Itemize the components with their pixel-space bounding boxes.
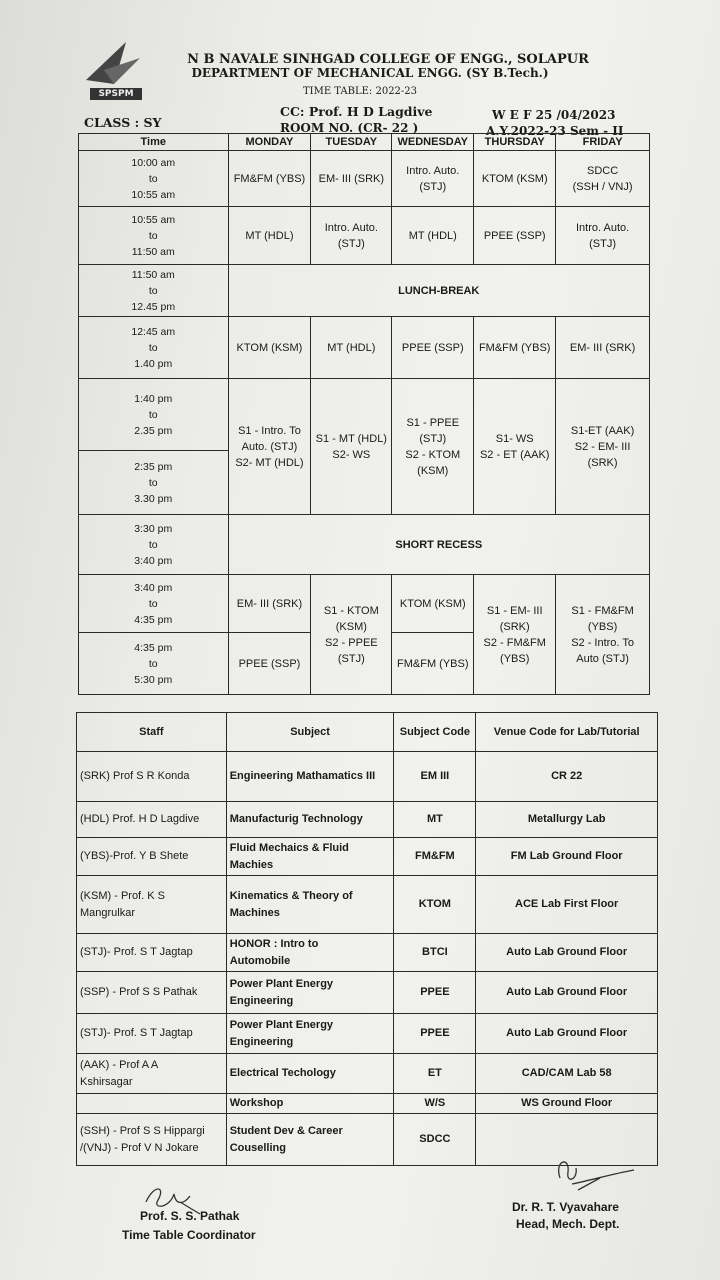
staff-row	[77, 876, 658, 934]
time-cell: 10:55 am to 11:50 am	[79, 207, 229, 265]
timetable	[78, 133, 650, 695]
venue-cell: CR 22	[476, 752, 658, 802]
staff-row	[77, 1094, 658, 1114]
period-cell: Intro. Auto. (STJ)	[311, 207, 392, 265]
header-thursday: THURSDAY	[474, 134, 556, 151]
practical-cell: S1 - Intro. To Auto. (STJ) S2- MT (HDL)	[228, 379, 311, 515]
header-subject-code: Subject Code	[394, 713, 476, 752]
subject-cell: Workshop	[226, 1094, 394, 1114]
period-cell: SDCC (SSH / VNJ)	[556, 151, 650, 207]
period-cell: KTOM (KSM)	[392, 575, 474, 633]
period-cell: FM&FM (YBS)	[228, 151, 311, 207]
staff-name-cell: (KSM) - Prof. K S Mangrulkar	[77, 876, 227, 934]
subject-code-cell: PPEE	[394, 1014, 476, 1054]
venue-cell: Metallurgy Lab	[476, 802, 658, 838]
lunch-break-cell: LUNCH-BREAK	[228, 265, 649, 317]
header-staff: Staff	[77, 713, 227, 752]
staff-name-cell: (STJ)- Prof. S T Jagtap	[77, 1014, 227, 1054]
subject-code-cell: W/S	[394, 1094, 476, 1114]
period-cell: EM- III (SRK)	[556, 317, 650, 379]
staff-row	[77, 934, 658, 972]
period-cell: MT (HDL)	[392, 207, 474, 265]
subject-cell: Kinematics & Theory of Machines	[226, 876, 394, 934]
practical-cell: S1-ET (AAK) S2 - EM- III (SRK)	[556, 379, 650, 515]
subject-cell: Electrical Techology	[226, 1054, 394, 1094]
time-cell: 1:40 pm to 2.35 pm	[79, 379, 229, 451]
wef-date: W E F 25 /04/2023	[492, 108, 616, 122]
timetable-row	[79, 515, 650, 575]
venue-cell: FM Lab Ground Floor	[476, 838, 658, 876]
staff-name-cell: (SRK) Prof S R Konda	[77, 752, 227, 802]
head-signature	[548, 1150, 638, 1200]
class-coordinator: CC: Prof. H D Lagdive	[280, 104, 433, 119]
header-monday: MONDAY	[228, 134, 311, 151]
header-venue: Venue Code for Lab/Tutorial	[476, 713, 658, 752]
period-cell: MT (HDL)	[311, 317, 392, 379]
head-name: Dr. R. T. Vyavahare	[512, 1200, 619, 1214]
timetable-row	[79, 317, 650, 379]
staff-name-cell: (YBS)-Prof. Y B Shete	[77, 838, 227, 876]
timetable-row	[79, 379, 650, 451]
staff-name-cell: (SSH) - Prof S S Hippargi /(VNJ) - Prof V N Jokare	[77, 1114, 227, 1166]
subject-cell: Student Dev & Career Couselling	[226, 1114, 394, 1166]
practical-cell: S1- WS S2 - ET (AAK)	[474, 379, 556, 515]
practical-cell: S1 - KTOM (KSM) S2 - PPEE (STJ)	[311, 575, 392, 695]
subject-cell: Manufacturig Technology	[226, 802, 394, 838]
venue-cell: Auto Lab Ground Floor	[476, 1014, 658, 1054]
head-title: Head, Mech. Dept.	[516, 1217, 620, 1231]
header-friday: FRIDAY	[556, 134, 650, 151]
staff-header-row	[77, 713, 658, 752]
period-cell: EM- III (SRK)	[228, 575, 311, 633]
period-cell: FM&FM (YBS)	[392, 633, 474, 695]
time-cell: 3:30 pm to 3:40 pm	[79, 515, 229, 575]
venue-cell: CAD/CAM Lab 58	[476, 1054, 658, 1094]
department-name: DEPARTMENT OF MECHANICAL ENGG. (SY B.Tech.)	[191, 66, 549, 80]
coordinator-title: Time Table Coordinator	[122, 1228, 256, 1242]
academic-year: A.Y.2022-23 Sem - II	[486, 124, 624, 138]
period-cell: PPEE (SSP)	[474, 207, 556, 265]
staff-row	[77, 1054, 658, 1094]
timetable-row	[79, 151, 650, 207]
subject-cell: Power Plant Energy Engineering	[226, 1014, 394, 1054]
subject-code-cell: EM III	[394, 752, 476, 802]
staff-table	[76, 712, 658, 1166]
subject-code-cell: MT	[394, 802, 476, 838]
timetable-row	[79, 265, 650, 317]
venue-cell: Auto Lab Ground Floor	[476, 972, 658, 1014]
subject-code-cell: SDCC	[394, 1114, 476, 1166]
period-cell: PPEE (SSP)	[392, 317, 474, 379]
practical-cell: S1 - FM&FM (YBS) S2 - Intro. To Auto (STJ)	[556, 575, 650, 695]
subject-code-cell: BTCI	[394, 934, 476, 972]
header-tuesday: TUESDAY	[311, 134, 392, 151]
staff-row	[77, 802, 658, 838]
header-subject: Subject	[226, 713, 394, 752]
header-time: Time	[79, 134, 229, 151]
staff-row	[77, 1014, 658, 1054]
practical-cell: S1 - MT (HDL) S2- WS	[311, 379, 392, 515]
time-cell: 2:35 pm to 3.30 pm	[79, 451, 229, 515]
period-cell: Intro. Auto. (STJ)	[392, 151, 474, 207]
subject-code-cell: ET	[394, 1054, 476, 1094]
venue-cell: ACE Lab First Floor	[476, 876, 658, 934]
period-cell: EM- III (SRK)	[311, 151, 392, 207]
practical-cell: S1 - EM- III (SRK) S2 - FM&FM (YBS)	[474, 575, 556, 695]
staff-row	[77, 838, 658, 876]
period-cell: MT (HDL)	[228, 207, 311, 265]
period-cell: KTOM (KSM)	[228, 317, 311, 379]
staff-name-cell: (HDL) Prof. H D Lagdive	[77, 802, 227, 838]
period-cell: KTOM (KSM)	[474, 151, 556, 207]
subject-code-cell: KTOM	[394, 876, 476, 934]
timetable-label: TIME TABLE: 2022-23	[302, 86, 418, 97]
subject-cell: Fluid Mechaics & Fluid Machies	[226, 838, 394, 876]
timetable-row	[79, 207, 650, 265]
staff-row	[77, 752, 658, 802]
timetable-row	[79, 575, 650, 633]
logo-label: SPSPM	[90, 88, 142, 100]
time-cell: 10:00 am to 10:55 am	[79, 151, 229, 207]
class-label: CLASS : SY	[84, 115, 162, 130]
time-cell: 11:50 am to 12.45 pm	[79, 265, 229, 317]
room-number: ROOM NO. (CR- 22 )	[280, 121, 419, 135]
subject-code-cell: PPEE	[394, 972, 476, 1014]
staff-name-cell	[77, 1094, 227, 1114]
subject-code-cell: FM&FM	[394, 838, 476, 876]
period-cell: PPEE (SSP)	[228, 633, 311, 695]
time-cell: 12:45 am to 1.40 pm	[79, 317, 229, 379]
time-cell: 4:35 pm to 5:30 pm	[79, 633, 229, 695]
college-name: N B NAVALE SINHGAD COLLEGE OF ENGG., SOLAPUR	[187, 52, 589, 67]
time-cell: 3:40 pm to 4:35 pm	[79, 575, 229, 633]
period-cell: FM&FM (YBS)	[474, 317, 556, 379]
period-cell: Intro. Auto. (STJ)	[556, 207, 650, 265]
subject-cell: HONOR : Intro to Automobile	[226, 934, 394, 972]
coordinator-name: Prof. S. S. Pathak	[140, 1209, 240, 1223]
timetable-header-row	[79, 134, 650, 151]
subject-cell: Engineering Mathamatics III	[226, 752, 394, 802]
practical-cell: S1 - PPEE (STJ) S2 - KTOM (KSM)	[392, 379, 474, 515]
staff-name-cell: (SSP) - Prof S S Pathak	[77, 972, 227, 1014]
short-recess-cell: SHORT RECESS	[228, 515, 649, 575]
venue-cell: WS Ground Floor	[476, 1094, 658, 1114]
venue-cell: Auto Lab Ground Floor	[476, 934, 658, 972]
staff-name-cell: (STJ)- Prof. S T Jagtap	[77, 934, 227, 972]
staff-row	[77, 972, 658, 1014]
staff-name-cell: (AAK) - Prof A A Kshirsagar	[77, 1054, 227, 1094]
header-wednesday: WEDNESDAY	[392, 134, 474, 151]
subject-cell: Power Plant Energy Engineering	[226, 972, 394, 1014]
